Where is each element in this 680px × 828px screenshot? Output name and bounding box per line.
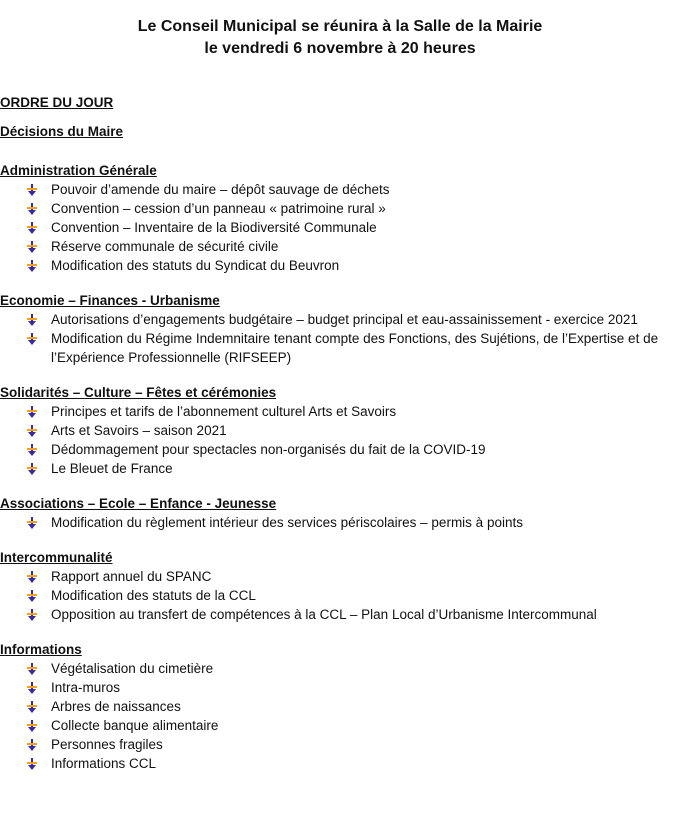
list-item xyxy=(0,180,680,199)
arrow-bullet-icon xyxy=(26,663,38,675)
list-item xyxy=(0,754,680,773)
arrow-bullet-icon xyxy=(26,609,38,621)
arrow-bullet-icon xyxy=(26,758,38,770)
arrow-bullet-icon xyxy=(26,590,38,602)
list-item-text: Arbres de naissances xyxy=(51,699,181,714)
arrow-bullet-icon xyxy=(26,203,38,215)
list-item-text: Intra-muros xyxy=(51,680,121,695)
arrow-bullet-icon xyxy=(26,222,38,234)
list-item-text: Collecte banque alimentaire xyxy=(51,718,219,733)
list-item xyxy=(0,567,680,586)
list-item xyxy=(0,586,680,605)
list-item-text: Informations CCL xyxy=(51,756,157,771)
arrow-bullet-icon xyxy=(26,682,38,694)
arrow-bullet-icon xyxy=(26,701,38,713)
list-item xyxy=(0,678,680,697)
list-item xyxy=(0,421,680,440)
list-item-text: Modification des statuts de la CCL xyxy=(51,588,256,603)
list-item-text: Convention – cession d’un panneau « patrimoine rural » xyxy=(51,201,386,216)
list-item-text: Arts et Savoirs – saison 2021 xyxy=(51,423,227,438)
list-item xyxy=(0,310,680,329)
section-title: Solidarités – Culture – Fêtes et cérémonies xyxy=(0,385,277,400)
agenda-item-list xyxy=(0,513,680,532)
list-item-text: Convention – Inventaire de la Biodiversité Communale xyxy=(51,220,377,235)
arrow-bullet-icon xyxy=(26,444,38,456)
agenda-item-list xyxy=(0,310,680,367)
list-item xyxy=(0,256,680,275)
list-item-text: Principes et tarifs de l’abonnement culturel Arts et Savoirs xyxy=(51,404,397,419)
section-title: Associations – Ecole – Enfance - Jeunesse xyxy=(0,496,277,511)
section-title: Administration Générale xyxy=(0,163,157,178)
list-item-text: Personnes fragiles xyxy=(51,737,163,752)
arrow-bullet-icon xyxy=(26,517,38,529)
list-item xyxy=(0,605,680,624)
list-item xyxy=(0,199,680,218)
list-item xyxy=(0,659,680,678)
list-item xyxy=(0,735,680,754)
section-title: Intercommunalité xyxy=(0,550,113,565)
list-item xyxy=(0,513,680,532)
arrow-bullet-icon xyxy=(26,720,38,732)
arrow-bullet-icon xyxy=(26,406,38,418)
list-item xyxy=(0,716,680,735)
arrow-bullet-icon xyxy=(26,260,38,272)
list-item xyxy=(0,459,680,478)
agenda-item-list xyxy=(0,402,680,478)
arrow-bullet-icon xyxy=(26,184,38,196)
section-title: Informations xyxy=(0,642,82,657)
list-item-text: Végétalisation du cimetière xyxy=(51,661,214,676)
list-item xyxy=(0,697,680,716)
agenda-sections xyxy=(0,162,680,790)
agenda-item-list xyxy=(0,659,680,773)
agenda-section xyxy=(0,162,680,275)
list-item-text: Autorisations d’engagements budgétaire – budget principal et eau-assainissement - exercice 2021 xyxy=(51,312,638,327)
arrow-bullet-icon xyxy=(26,425,38,437)
list-item-text: Le Bleuet de France xyxy=(51,461,173,476)
agenda-section xyxy=(0,641,680,773)
agenda-section xyxy=(0,495,680,532)
arrow-bullet-icon xyxy=(26,333,38,345)
list-item-text: Modification des statuts du Syndicat du Beuvron xyxy=(51,258,340,273)
list-item-text: Réserve communale de sécurité civile xyxy=(51,239,279,254)
arrow-bullet-icon xyxy=(26,241,38,253)
list-item-text: Dédommagement pour spectacles non-organisés du fait de la COVID-19 xyxy=(51,442,486,457)
section-title: Economie – Finances - Urbanisme xyxy=(0,293,220,308)
arrow-bullet-icon xyxy=(26,463,38,475)
list-item-text: Opposition au transfert de compétences à la CCL – Plan Local d’Urbanisme Intercommunal xyxy=(51,607,597,622)
agenda-item-list xyxy=(0,567,680,624)
header-line-1: Le Conseil Municipal se réunira à la Salle de la Mairie xyxy=(137,18,543,35)
list-item xyxy=(0,402,680,421)
arrow-bullet-icon xyxy=(26,571,38,583)
list-item xyxy=(0,440,680,459)
arrow-bullet-icon xyxy=(26,739,38,751)
agenda-section xyxy=(0,292,680,367)
decisions-title: Décisions du Maire xyxy=(0,124,124,139)
list-item xyxy=(0,237,680,256)
agenda-title: ORDRE DU JOUR xyxy=(0,95,114,110)
agenda-section xyxy=(0,384,680,478)
header-line-2: le vendredi 6 novembre à 20 heures xyxy=(204,40,476,57)
document-header xyxy=(0,16,680,60)
agenda-section xyxy=(0,549,680,624)
list-item-text: Modification du Régime Indemnitaire tenant compte des Fonctions, des Sujétions, de l’Expertise et de l’Expérience Professionnelle (RIFSEEP) xyxy=(51,331,659,365)
list-item-text: Pouvoir d’amende du maire – dépôt sauvage de déchets xyxy=(51,182,390,197)
arrow-bullet-icon xyxy=(26,314,38,326)
list-item-text: Modification du règlement intérieur des services périscolaires – permis à points xyxy=(51,515,523,530)
list-item xyxy=(0,218,680,237)
agenda-item-list xyxy=(0,180,680,275)
list-item xyxy=(0,329,680,367)
list-item-text: Rapport annuel du SPANC xyxy=(51,569,212,584)
